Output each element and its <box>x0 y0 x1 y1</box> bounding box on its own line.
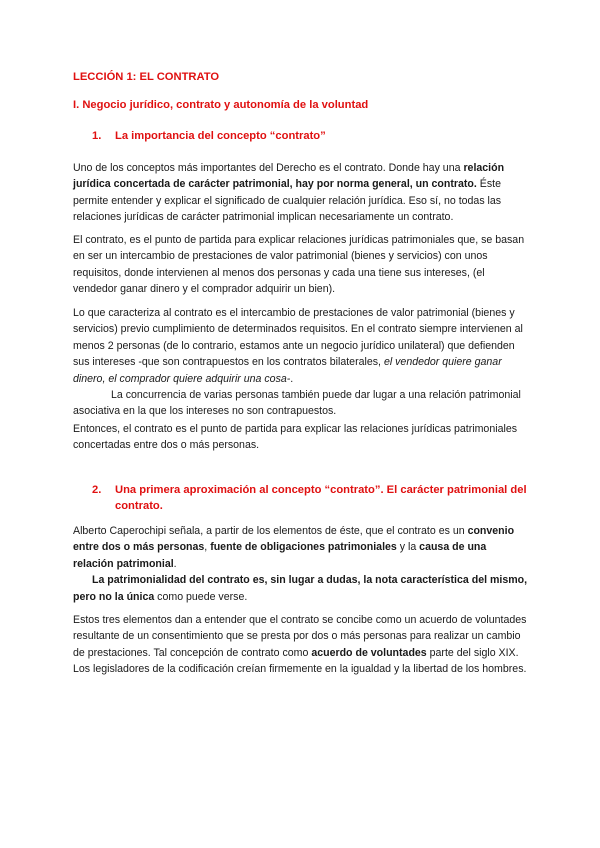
p5-text-g: . <box>173 557 177 570</box>
p3-text-a: Lo que caracteriza al contrato es el intercambio de prestaciones de valor patrimonial (bienes y servicios) previo cumplimiento de determinados requisitos. En el contrato siempre intervienen al menos 2 personas (de lo contrario, estamos ante un negocio jurídico unilateral) que defienden sus intereses -que son contrapuestos en los contratos bilaterales, <box>73 307 523 369</box>
paragraph-4: Entonces, el contrato es el punto de partida para explicar las relaciones jurídicas patrimoniales concertadas entre dos o más personas. <box>73 423 518 452</box>
p6-text-a: Estos tres elementos dan a entender que el contrato se concibe como un acuerdo de voluntades resultante de un consentimiento que se presta por dos o más personas para realizar un cambio de prestaciones. Tal concepción de contrato como <box>73 614 527 659</box>
p6-text-c: parte del siglo XIX. Los legisladores de la codificación creían firmemente en la igualdad y la libertad de los hombres. <box>73 646 527 676</box>
p3-italic: el vendedor quiere ganar dinero, el comprador quiere adquirir una cosa- <box>73 356 502 385</box>
section-2-number: 2. <box>92 484 102 496</box>
p5-text-e: y la <box>396 541 420 554</box>
p5-bold-b: convenio entre dos o más personas <box>73 525 515 554</box>
p6-bold: acuerdo de voluntades <box>311 646 427 659</box>
p3-text-c: . <box>290 372 294 385</box>
p5-bold-d: fuente de obligaciones patrimoniales <box>210 541 397 554</box>
part-heading: I. Negocio jurídico, contrato y autonomía de la voluntad <box>73 99 369 111</box>
p1-text-c: Éste permite entender y explicar el significado de cualquier relación jurídica. Eso sí, no todas las relaciones jurídicas de carácter patrimonial implican necesariamente un contrato. <box>73 178 502 224</box>
p5-text-a: Alberto Caperochipi señala, a partir de los elementos de éste, que el contrato es un <box>73 525 468 537</box>
paragraph-6 <box>73 612 529 678</box>
p1-bold: relación jurídica concertada de carácter patrimonial, hay por norma general, un contrato. <box>73 162 505 191</box>
p3-text-d: La concurrencia de varias personas también puede dar lugar a una relación patrimonial asociativa en la que los intereses no son contrapuestos. <box>73 389 521 418</box>
section-1-number: 1. <box>92 130 102 142</box>
paragraph-2: El contrato, es el punto de partida para explicar relaciones jurídicas patrimoniales que, se basan en ser un intercambio de prestaciones de valor patrimonial (bienes y servicios) con unos requisitos, donde intervienen al menos dos personas y cada una tiene sus intereses, (el vendedor ganar dinero y el comprador adquirir un bien). <box>73 234 525 296</box>
section-1-title: La importancia del concepto “contrato” <box>115 130 326 142</box>
section-2-heading <box>92 482 532 514</box>
paragraph-5 <box>73 523 529 605</box>
p5-text-c: , <box>204 541 211 554</box>
section-1-heading <box>92 128 532 144</box>
p5-bold-h: La patrimonialidad del contrato es, sin lugar a dudas, la nota característica del mismo, pero no la única <box>73 574 528 603</box>
paragraph-1 <box>73 160 529 226</box>
paragraph-3 <box>73 305 529 420</box>
section-2-title: Una primera aproximación al concepto “contrato”. El carácter patrimonial del contrato. <box>115 484 527 512</box>
p5-text-i: como puede verse. <box>154 590 248 603</box>
p1-text-a: Uno de los conceptos más importantes del Derecho es el contrato. Donde hay una <box>73 162 464 174</box>
p5-bold-f: causa de una relación patrimonial <box>73 541 487 570</box>
lesson-title: LECCIÓN 1: EL CONTRATO <box>73 71 220 83</box>
